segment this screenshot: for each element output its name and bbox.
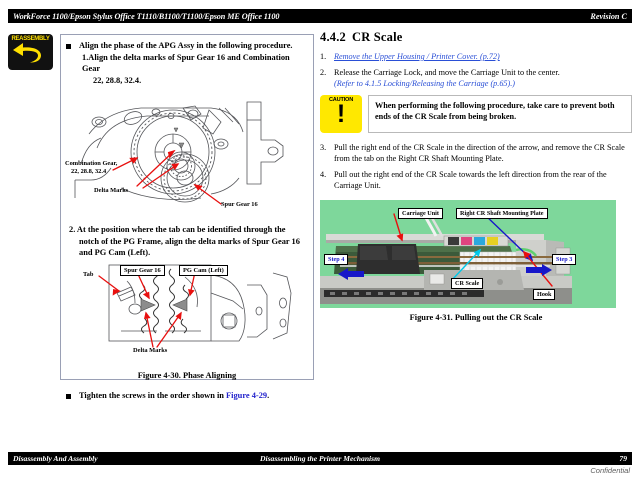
label-step-3: Step 3 (552, 254, 576, 265)
label-delta-marks-1: Delta Marks (94, 187, 129, 194)
step-2 (320, 67, 632, 89)
label-hook: Hook (533, 289, 555, 300)
header-title: WorkForce 1100/Epson Stylus Office T1110/B1100/T1100/Epson ME Office 1100 (13, 11, 280, 21)
left-content-box (60, 34, 314, 400)
footer-center-text: Disassembling the Printer Mechanism (259, 454, 381, 463)
section-heading (320, 30, 632, 45)
step-4-body: Pull out the right end of the CR Scale towards the left direction from the rear of the Carriage Unit. (334, 170, 607, 190)
bullet1-line2: 1.Align the delta marks of Spur Gear 16 and Combination Gear (82, 52, 290, 73)
label-step-4: Step 4 (324, 254, 348, 265)
page-footer (8, 452, 632, 465)
header-revision: Revision C (590, 11, 627, 21)
curved-arrow-icon (8, 42, 48, 64)
phase-aligning-drawing (61, 263, 315, 358)
label-carriage-unit: Carriage Unit (398, 208, 443, 219)
bullet1-line1: Align the phase of the APG Assy in the following procedure. (79, 41, 293, 50)
step-3-index: 3. (320, 143, 327, 152)
bullet-item-align-phase (61, 35, 313, 86)
label-right-cr-shaft-mounting-plate: Right CR Shaft Mounting Plate (456, 208, 548, 219)
caution-badge (320, 95, 362, 133)
bullet2-text-after: . (267, 390, 270, 400)
section-title: CR Scale (352, 30, 403, 44)
bullet2-text-before: Tighten the screws in the order shown in (79, 390, 227, 400)
step-1 (320, 51, 632, 62)
gear-assembly-drawing (61, 88, 315, 220)
label-tab: Tab (83, 270, 94, 278)
figure-gear-assembly (61, 88, 315, 220)
bullet-item-tighten-screws (61, 380, 313, 402)
label-combination-gear: Combination Gear, 22, 28.8, 32.4 (65, 160, 118, 175)
bullet-square-icon-2 (66, 394, 71, 399)
step-4 (320, 169, 632, 191)
reassembly-badge (8, 34, 53, 70)
label-cr-scale: CR Scale (451, 278, 483, 289)
step-3-body: Pull the right end of the CR Scale in the direction of the arrow, and remove the CR Scale from the tab on the Right CR Shaft Mounting Plate. (334, 143, 625, 163)
label-pg-cam-left: PG Cam (Left) (179, 265, 228, 277)
footer-left-text: Disassembly And Assembly (13, 454, 98, 463)
step-1-index: 1. (320, 52, 327, 61)
figure-4-29-link[interactable]: Figure 4-29 (226, 390, 268, 400)
right-content-column (320, 30, 632, 322)
reassembly-label: REASSEMBLY (11, 35, 50, 42)
step-2-text: 2. At the position where the tab can be identified through the notch of the PG Frame, align the delta marks of Spur Gear 16 and PG Cam (Left). (69, 225, 300, 257)
bullet-text-block (79, 40, 307, 86)
confidential-marking: Confidential (590, 466, 630, 475)
label-spur-gear-16-2: Spur Gear 16 (120, 265, 165, 277)
bullet1-line3: 22, 28.8, 32.4. (93, 75, 142, 85)
exclamation-icon: ! (336, 100, 346, 128)
caution-block (320, 95, 632, 133)
figure-4-30-caption: Figure 4-30. Phase Aligning (137, 370, 237, 380)
step-2-index: 2. (320, 68, 327, 77)
caution-label: CAUTION (328, 97, 354, 103)
figure-4-31-photo (320, 200, 616, 308)
step-1-link[interactable]: Remove the Upper Housing / Printer Cover. (p.72) (334, 52, 500, 61)
step-2-body: Release the Carriage Lock, and move the Carriage Unit to the center. (334, 68, 560, 77)
step-3 (320, 142, 632, 164)
bullet2-text-block (79, 390, 269, 402)
label-spur-gear-16-1: Spur Gear 16 (221, 201, 258, 208)
step-2-reference[interactable]: (Refer to 4.1.5 Locking/Releasing the Carriage (p.65).) (334, 79, 516, 88)
footer-page-number: 79 (619, 454, 627, 463)
section-number: 4.4.2 (320, 30, 346, 44)
page-header (8, 9, 632, 23)
figure-phase-aligning (61, 263, 315, 368)
label-delta-marks-2: Delta Marks (133, 346, 168, 354)
figure-4-31-caption: Figure 4-31. Pulling out the CR Scale (409, 313, 543, 322)
bullet-square-icon (66, 44, 71, 49)
step-4-index: 4. (320, 170, 327, 179)
caution-text: When performing the following procedure, take care to prevent both ends of the CR Scale from being broken. (368, 95, 632, 133)
